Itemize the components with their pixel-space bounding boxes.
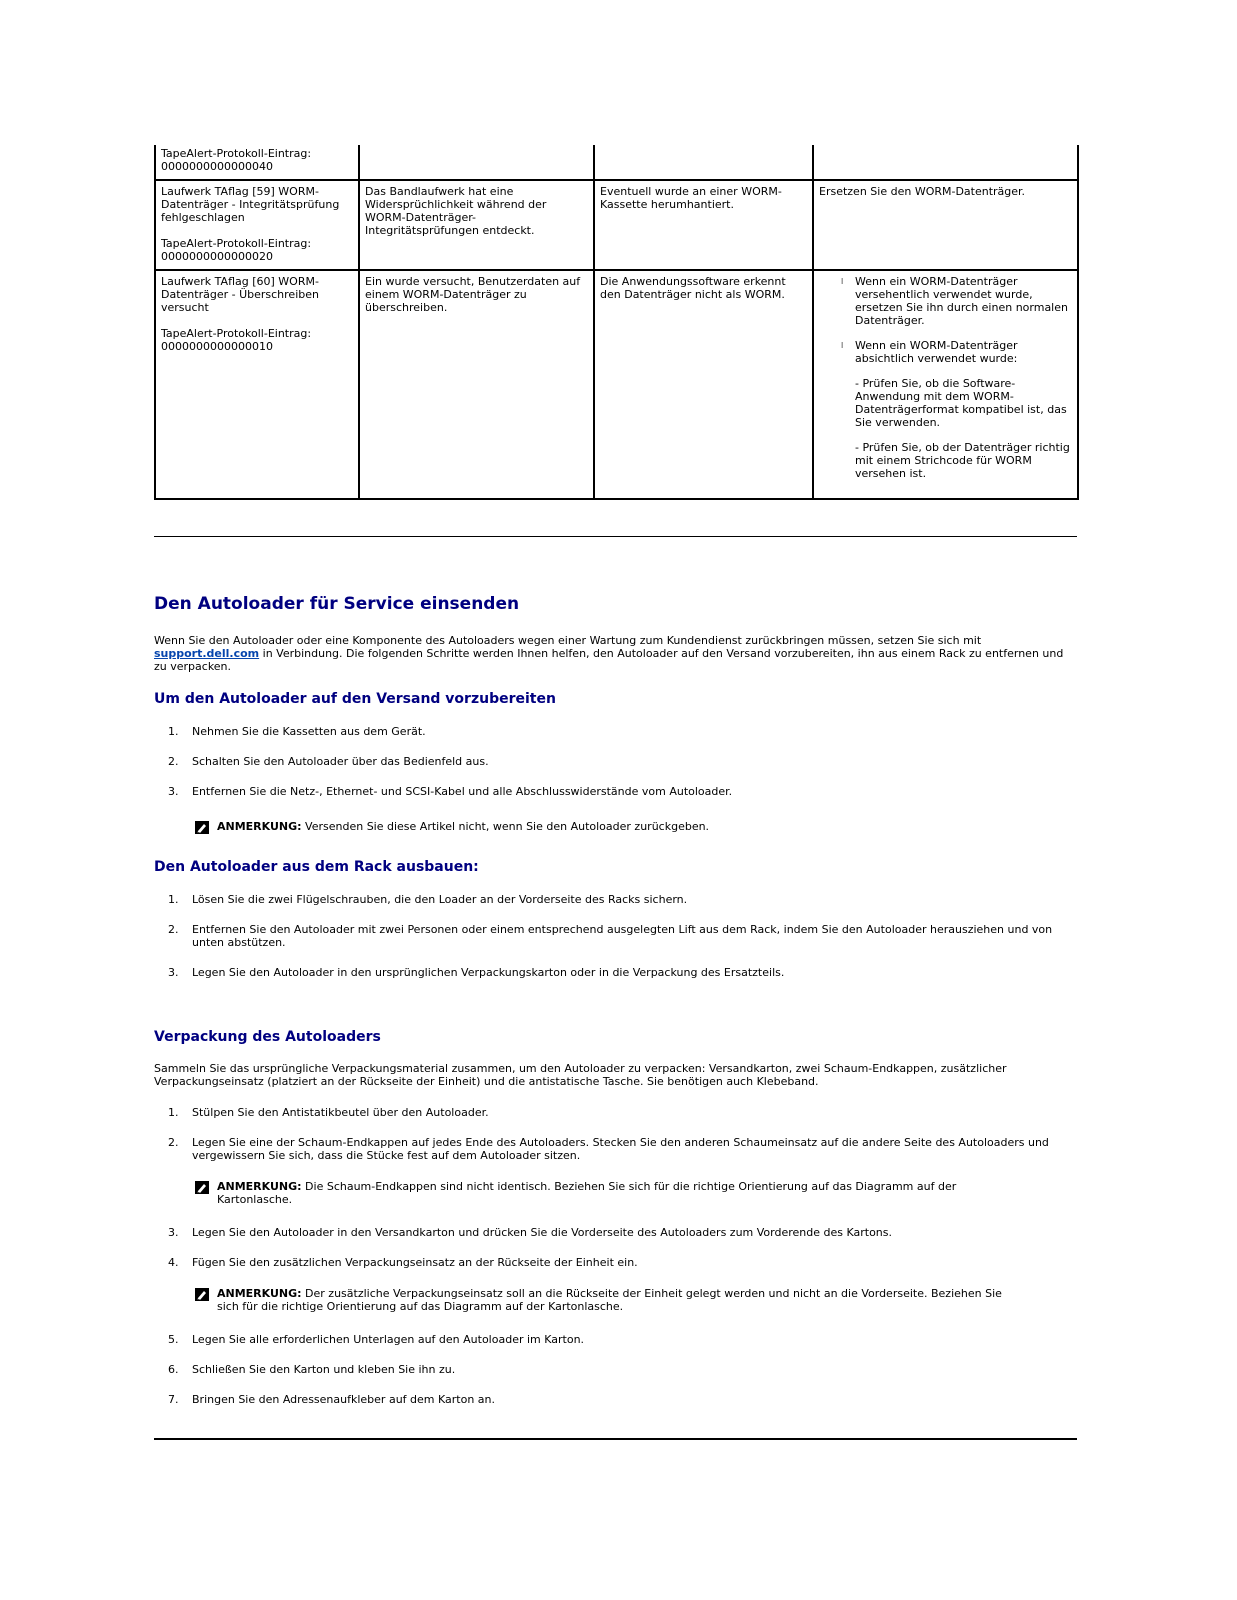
list-item	[154, 785, 1079, 798]
table-row	[155, 145, 1078, 180]
log-value: 0000000000000020	[161, 250, 273, 263]
note	[195, 1180, 1025, 1206]
rack-steps	[154, 893, 1079, 979]
divider	[154, 1438, 1077, 1440]
list-item	[841, 275, 1073, 327]
intro-text: Wenn Sie den Autoloader oder eine Komponente des Autoloaders wegen einer Wartung zum Kundendienst zurückbringen müssen, setzen Sie sich mit	[154, 634, 982, 647]
list-item	[841, 339, 1073, 480]
cause-cell: Eventuell wurde an einer WORM-Kassette herumhantiert.	[594, 180, 813, 270]
rack-heading: Den Autoloader aus dem Rack ausbauen:	[154, 859, 479, 875]
error-name: Laufwerk TAflag [59] WORM-Datenträger - Integritätsprüfung fehlgeschlagen	[161, 185, 340, 224]
table-row	[155, 270, 1078, 499]
prepare-heading: Um den Autoloader auf den Versand vorzubereiten	[154, 691, 556, 707]
error-cell	[155, 145, 359, 180]
step-text: Lösen Sie die zwei Flügelschrauben, die den Loader an der Vorderseite des Racks sichern.	[192, 893, 688, 906]
step-number: 3.	[168, 1226, 179, 1239]
intro-paragraph	[154, 634, 1079, 673]
packing-steps-c	[154, 1333, 1079, 1406]
step-text: Fügen Sie den zusätzlichen Verpackungseinsatz an der Rückseite der Einheit ein.	[192, 1256, 638, 1269]
action-cell	[813, 270, 1078, 499]
packing-heading: Verpackung des Autoloaders	[154, 1029, 381, 1045]
list-item	[154, 923, 1079, 949]
action-subtext: - Prüfen Sie, ob die Software-Anwendung mit dem WORM-Datenträgerformat kompatibel ist, das Sie verwenden.	[855, 377, 1067, 429]
step-number: 2.	[168, 923, 179, 936]
list-item	[154, 966, 1079, 979]
cause-cell	[594, 145, 813, 180]
log-label: TapeAlert-Protokoll-Eintrag:	[161, 147, 312, 160]
intro-text: in Verbindung. Die folgenden Schritte werden Ihnen helfen, den Autoloader auf den Versand vorzubereiten, ihn aus einem Rack zu entfernen und zu verpacken.	[154, 647, 1064, 673]
note-text: Die Schaum-Endkappen sind nicht identisch. Beziehen Sie sich für die richtige Orientierung auf das Diagramm auf der Kartonlasche.	[217, 1180, 957, 1206]
step-text: Entfernen Sie die Netz-, Ethernet- und SCSI-Kabel und alle Abschlusswiderstände vom Autoloader.	[192, 785, 733, 798]
action-subtext: - Prüfen Sie, ob der Datenträger richtig mit einem Strichcode für WORM versehen ist.	[855, 441, 1070, 480]
packing-steps-b	[154, 1226, 1079, 1269]
note	[195, 820, 1025, 833]
note-pencil-icon	[195, 1181, 209, 1194]
tapealert-table	[154, 145, 1079, 500]
action-text: Wenn ein WORM-Datenträger absichtlich verwendet wurde:	[855, 339, 1018, 365]
step-number: 2.	[168, 1136, 179, 1149]
description-cell: Ein wurde versucht, Benutzerdaten auf einem WORM-Datenträger zu überschreiben.	[359, 270, 594, 499]
step-text: Legen Sie eine der Schaum-Endkappen auf jedes Ende des Autoloaders. Stecken Sie den anderen Schaumeinsatz auf die andere Seite des Autoloaders und vergewissern Sie sich, dass die Stücke fest auf dem Autoloader sitzen.	[192, 1136, 1049, 1162]
step-number: 4.	[168, 1256, 179, 1269]
packing-steps-a	[154, 1106, 1079, 1162]
note-text: Versenden Sie diese Artikel nicht, wenn Sie den Autoloader zurückgeben.	[301, 820, 710, 833]
log-label: TapeAlert-Protokoll-Eintrag:	[161, 237, 312, 250]
step-number: 3.	[168, 785, 179, 798]
step-text: Legen Sie alle erforderlichen Unterlagen auf den Autoloader im Karton.	[192, 1333, 585, 1346]
list-item	[154, 755, 1079, 768]
action-cell: Ersetzen Sie den WORM-Datenträger.	[813, 180, 1078, 270]
cause-cell: Die Anwendungssoftware erkennt den Datenträger nicht als WORM.	[594, 270, 813, 499]
note-pencil-icon	[195, 821, 209, 834]
action-cell	[813, 145, 1078, 180]
step-text: Schalten Sie den Autoloader über das Bedienfeld aus.	[192, 755, 489, 768]
list-item	[154, 1226, 1079, 1239]
prepare-steps	[154, 725, 1079, 798]
bullet-icon: l	[841, 341, 844, 350]
list-item	[154, 1393, 1079, 1406]
support-link[interactable]: support.dell.com	[154, 647, 260, 660]
step-number: 3.	[168, 966, 179, 979]
table-row	[155, 180, 1078, 270]
description-cell: Das Bandlaufwerk hat eine Widersprüchlichkeit während der WORM-Datenträger-Integritätsprüfungen entdeckt.	[359, 180, 594, 270]
description-cell	[359, 145, 594, 180]
error-cell	[155, 180, 359, 270]
step-number: 7.	[168, 1393, 179, 1406]
list-item	[154, 1256, 1079, 1269]
step-text: Nehmen Sie die Kassetten aus dem Gerät.	[192, 725, 426, 738]
step-text: Schließen Sie den Karton und kleben Sie ihn zu.	[192, 1363, 456, 1376]
step-number: 6.	[168, 1363, 179, 1376]
section-title: Den Autoloader für Service einsenden	[154, 594, 520, 614]
step-text: Entfernen Sie den Autoloader mit zwei Personen oder einem entsprechend ausgelegten Lift aus dem Rack, indem Sie den Autoloader herausziehen und von unten abstützen.	[192, 923, 1053, 949]
step-number: 1.	[168, 1106, 179, 1119]
list-item	[154, 725, 1079, 738]
step-text: Bringen Sie den Adressenaufkleber auf dem Karton an.	[192, 1393, 495, 1406]
step-number: 1.	[168, 893, 179, 906]
divider	[154, 536, 1077, 537]
note	[195, 1287, 1025, 1313]
note-label: ANMERKUNG:	[217, 1287, 302, 1300]
step-text: Stülpen Sie den Antistatikbeutel über den Autoloader.	[192, 1106, 489, 1119]
bullet-icon: l	[841, 277, 844, 286]
step-text: Legen Sie den Autoloader in den Versandkarton und drücken Sie die Vorderseite des Autoloaders zum Vorderende des Kartons.	[192, 1226, 893, 1239]
list-item	[154, 1363, 1079, 1376]
list-item	[154, 1106, 1079, 1119]
note-label: ANMERKUNG:	[217, 820, 302, 833]
log-value: 0000000000000040	[161, 160, 273, 173]
action-text: Wenn ein WORM-Datenträger versehentlich verwendet wurde, ersetzen Sie ihn durch einen normalen Datenträger.	[855, 275, 1068, 327]
step-number: 5.	[168, 1333, 179, 1346]
step-number: 2.	[168, 755, 179, 768]
note-text: Der zusätzliche Verpackungseinsatz soll an die Rückseite der Einheit gelegt werden und nicht an die Vorderseite. Beziehen Sie sich für die richtige Orientierung auf das Diagramm auf der Kartonlasche.	[217, 1287, 1002, 1313]
note-label: ANMERKUNG:	[217, 1180, 302, 1193]
log-value: 0000000000000010	[161, 340, 273, 353]
packing-intro: Sammeln Sie das ursprüngliche Verpackungsmaterial zusammen, um den Autoloader zu verpacken: Versandkarton, zwei Schaum-Endkappen, zusätzlicher Verpackungseinsatz (platziert an der Rückseite der Einheit) und die antistatische Tasche. Sie benötigen auch Klebeband.	[154, 1062, 1007, 1088]
note-pencil-icon	[195, 1288, 209, 1301]
list-item	[154, 1333, 1079, 1346]
list-item	[154, 893, 1079, 906]
log-label: TapeAlert-Protokoll-Eintrag:	[161, 327, 312, 340]
step-number: 1.	[168, 725, 179, 738]
error-cell	[155, 270, 359, 499]
list-item	[154, 1136, 1079, 1162]
step-text: Legen Sie den Autoloader in den ursprünglichen Verpackungskarton oder in die Verpackung des Ersatzteils.	[192, 966, 785, 979]
error-name: Laufwerk TAflag [60] WORM-Datenträger - Überschreiben versucht	[161, 275, 319, 314]
action-list	[819, 275, 1073, 480]
